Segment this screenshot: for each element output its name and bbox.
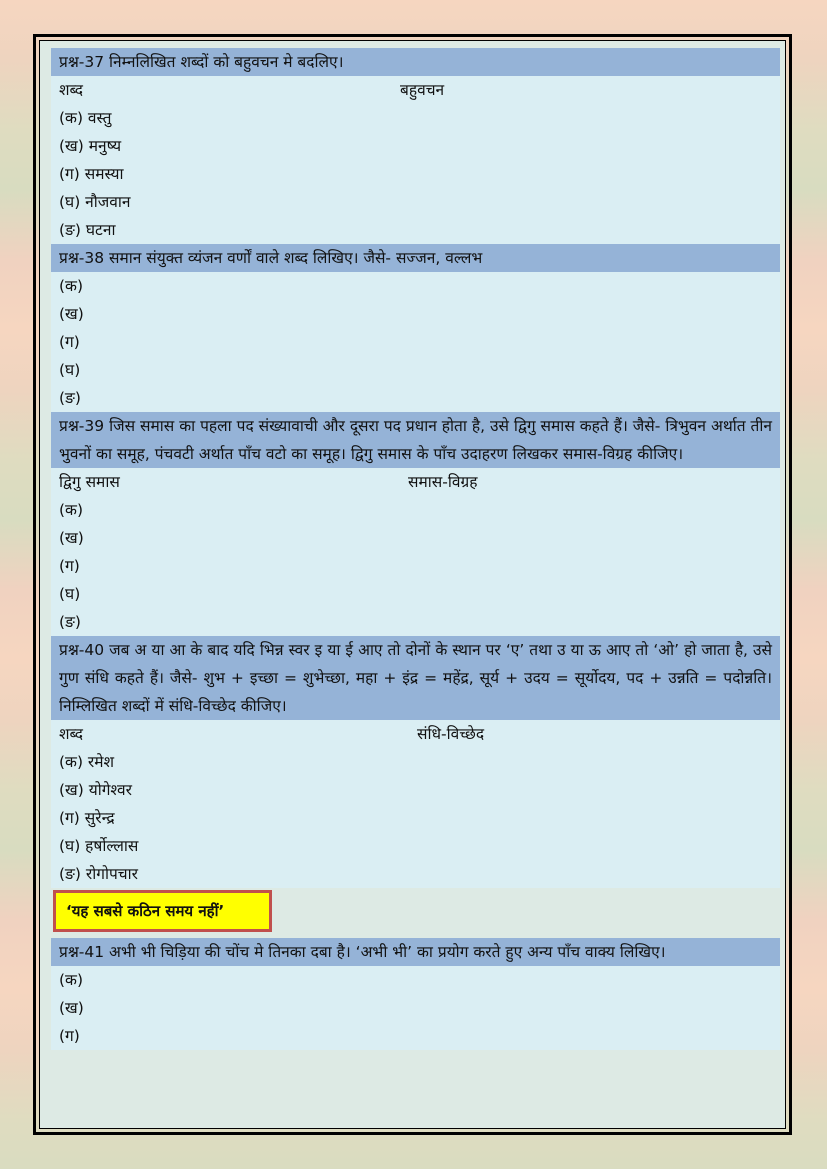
motto-box: ‘यह सबसे कठिन समय नहीं’ [53,890,272,932]
list-item: (ख) [59,529,84,547]
question-38-heading: प्रश्न-38 समान संयुक्त व्यंजन वर्णों वाले शब्द लिखिए। जैसे- सज्जन, वल्लभ [51,244,780,272]
column-headers [51,720,780,748]
list-item: (घ) [59,361,81,379]
list-item: (ख) [59,999,84,1017]
column-label-word: शब्द [59,81,83,99]
question-40-heading: प्रश्न-40 जब अ या आ के बाद यदि भिन्न स्वर इ या ई आए तो दोनों के स्थान पर ‘ए’ तथा उ या ऊ आए तो ‘ओ’ हो जाता है, उसे गुण संधि कहते हैं। जैसे- शुभ + इच्छा = शुभेच्छा, महा + इंद्र = महेंद्र, सूर्य + उदय = सूर्योदय, पद + उन्नति = पदोन्नति। निम्लिखित शब्दों में संधि-विच्छेद कीजिए। [51,636,780,720]
list-item: (ग) समस्या [59,165,124,183]
question-40-answer-area [51,720,780,888]
list-item: (ङ) [59,389,81,407]
column-label-plural: बहुवचन [400,81,445,99]
motto-section [51,888,780,938]
list-item: (घ) [59,585,81,603]
list-item: (ङ) [59,613,81,631]
list-item: (ङ) रोगोपचार [59,865,138,883]
list-item: (ख) मनुष्य [59,137,122,155]
list-item: (क) रमेश [59,753,115,771]
list-item: (क) [59,971,83,989]
question-37-answer-area [51,76,780,244]
list-item: (क) [59,277,83,295]
column-label-analysis: समास-विग्रह [408,473,478,491]
question-41-answer-area [51,966,780,1050]
list-item: (ख) [59,305,84,323]
column-label-sandhi: संधि-विच्छेद [417,725,485,743]
question-38-answer-area [51,272,780,412]
question-41-heading: प्रश्न-41 अभी भी चिड़िया की चोंच मे तिनका दबा है। ‘अभी भी’ का प्रयोग करते हुए अन्य पाँच वाक्य लिखिए। [51,938,780,966]
column-label-word: शब्द [59,725,83,743]
list-item: (क) [59,501,83,519]
list-item: (घ) हर्षोल्लास [59,837,139,855]
list-item: (ग) सुरेन्द्र [59,809,115,827]
list-item: (ग) [59,333,80,351]
column-headers [51,468,780,496]
worksheet-content [51,48,780,1050]
column-label-compound: द्विगु समास [59,473,120,491]
question-39-answer-area [51,468,780,636]
list-item: (घ) नौजवान [59,193,131,211]
question-39-heading: प्रश्न-39 जिस समास का पहला पद संख्यावाची और दूसरा पद प्रधान होता है, उसे द्विगु समास कहते हैं। जैसे- त्रिभुवन अर्थात तीन भुवनों का समूह, पंचवटी अर्थात पाँच वटो का समूह। द्विगु समास के पाँच उदाहरण लिखकर समास-विग्रह कीजिए। [51,412,780,468]
list-item: (ख) योगेश्वर [59,781,132,799]
list-item: (ग) [59,1027,80,1045]
list-item: (क) वस्तु [59,109,112,127]
question-37-heading: प्रश्न-37 निम्नलिखित शब्दों को बहुवचन मे बदलिए। [51,48,780,76]
list-item: (ग) [59,557,80,575]
list-item: (ङ) घटना [59,221,116,239]
column-headers [51,76,780,104]
